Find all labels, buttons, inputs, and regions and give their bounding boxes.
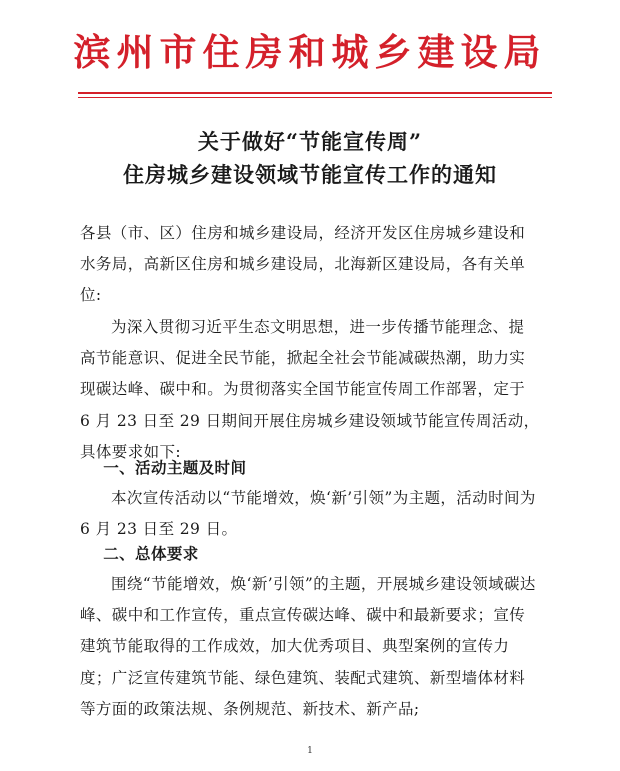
intro-paragraph: 为深入贯彻习近平生态文明思想，进一步传播节能理念、提高节能意识、促进全民节能，掀起全社会节能减碳热潮，助力实现碳达峰、碳中和。为贯彻落实全国节能宣传周工作部署，定于 6 月 23 日至 29 日期间开展住房城乡建设领域节能宣传周活动，具体要求如下: — [80, 318, 540, 461]
general-requirements-paragraph: 围绕“节能增效，焕‘新’引领”的主题，开展城乡建设领域碳达峰、碳中和工作宣传，重点宣传碳达峰、碳中和最新要求；宣传建筑节能取得的工作成效，加大优秀项目、典型案例的宣传力度；广泛宣传建筑节能、绿色建筑、装配式建筑、新型墙体材料等方面的政策法规、条例规范、新技术、新产品; — [80, 575, 536, 718]
theme-time-paragraph: 本次宣传活动以“节能增效，焕‘新’引领”为主题，活动时间为 6 月 23 日至 29 日。 — [80, 489, 536, 539]
section-heading-general-requirements: 二、总体要求 — [103, 544, 199, 563]
header-rule-thin — [78, 97, 552, 98]
header-rule-thick — [78, 92, 552, 94]
document-title-line2: 住房城乡建设领域节能宣传工作的通知 — [123, 162, 497, 187]
page-number: 1 — [307, 746, 313, 756]
issuing-authority-header: 滨州市住房和城乡建设局 — [73, 30, 547, 74]
section-heading-theme-time: 一、活动主题及时间 — [103, 458, 247, 477]
document-title-line1: 关于做好“节能宣传周” — [197, 129, 423, 154]
addressee-paragraph: 各县（市、区）住房和城乡建设局，经济开发区住房城乡建设和水务局，高新区住房和城乡建设局，北海新区建设局，各有关单位: — [80, 224, 526, 305]
